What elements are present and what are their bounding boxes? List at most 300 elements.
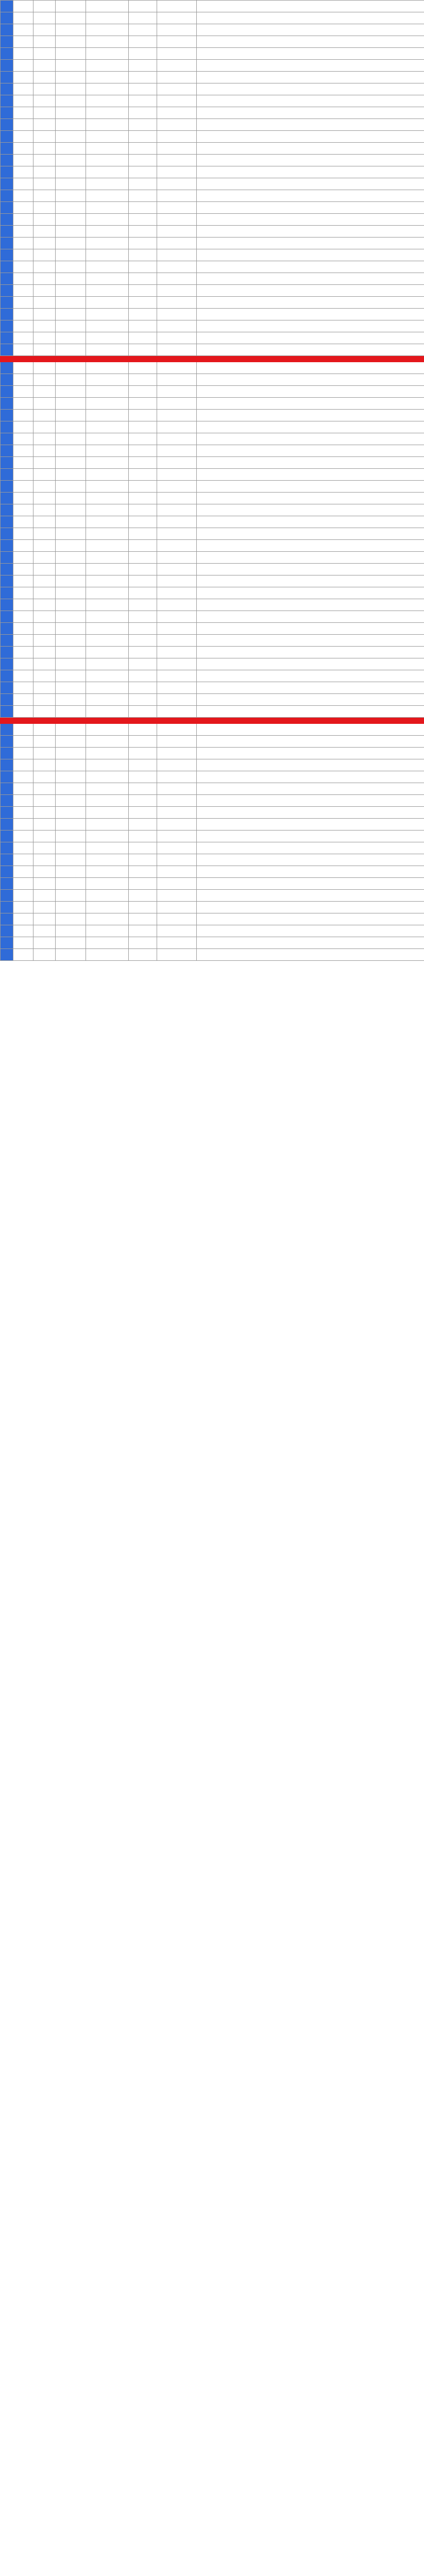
table-row	[1, 143, 424, 155]
table-cell	[86, 724, 129, 736]
table-cell	[157, 552, 197, 564]
table-cell	[56, 682, 86, 694]
separator-cell	[129, 356, 157, 362]
table-cell	[129, 611, 157, 623]
table-cell	[197, 178, 424, 190]
row-marker-cell	[1, 344, 13, 356]
table-cell	[157, 866, 197, 878]
table-cell	[129, 226, 157, 238]
table-cell	[13, 48, 33, 60]
table-cell	[157, 949, 197, 961]
table-cell	[129, 83, 157, 95]
table-cell	[86, 795, 129, 807]
table-cell	[33, 83, 56, 95]
table-cell	[157, 202, 197, 214]
table-cell	[157, 819, 197, 831]
table-cell	[129, 890, 157, 902]
table-cell	[157, 332, 197, 344]
table-cell	[13, 202, 33, 214]
table-cell	[86, 611, 129, 623]
table-cell	[33, 421, 56, 433]
table-cell	[157, 575, 197, 587]
table-cell	[86, 658, 129, 670]
table-cell	[197, 528, 424, 540]
table-row	[1, 564, 424, 575]
table-cell	[56, 528, 86, 540]
row-marker-cell	[1, 724, 13, 736]
row-marker-cell	[1, 759, 13, 771]
row-marker-cell	[1, 706, 13, 718]
table-cell	[33, 890, 56, 902]
table-cell	[86, 421, 129, 433]
table-cell	[129, 807, 157, 819]
table-cell	[86, 599, 129, 611]
table-cell	[33, 119, 56, 131]
table-cell	[157, 587, 197, 599]
table-cell	[33, 516, 56, 528]
table-row	[1, 925, 424, 937]
table-cell	[129, 12, 157, 24]
table-cell	[56, 155, 86, 166]
table-cell	[13, 759, 33, 771]
table-cell	[129, 433, 157, 445]
table-cell	[197, 819, 424, 831]
table-cell	[13, 748, 33, 759]
separator-cell	[86, 356, 129, 362]
table-cell	[33, 320, 56, 332]
table-row	[1, 795, 424, 807]
table-cell	[157, 95, 197, 107]
row-marker-cell	[1, 362, 13, 374]
table-cell	[197, 202, 424, 214]
table-cell	[129, 214, 157, 226]
table-cell	[129, 670, 157, 682]
table-cell	[13, 273, 33, 285]
table-row	[1, 386, 424, 398]
table-cell	[129, 178, 157, 190]
table-cell	[13, 445, 33, 457]
row-marker-cell	[1, 736, 13, 748]
table-cell	[33, 273, 56, 285]
table-row	[1, 635, 424, 647]
table-cell	[56, 481, 86, 493]
table-cell	[56, 386, 86, 398]
table-cell	[13, 724, 33, 736]
row-marker-cell	[1, 143, 13, 155]
table-cell	[157, 72, 197, 83]
table-cell	[56, 807, 86, 819]
table-cell	[13, 469, 33, 481]
row-marker-cell	[1, 72, 13, 83]
table-cell	[157, 1, 197, 12]
table-cell	[13, 297, 33, 309]
table-cell	[56, 374, 86, 386]
table-cell	[33, 410, 56, 421]
row-marker-cell	[1, 83, 13, 95]
table-cell	[157, 12, 197, 24]
table-cell	[157, 166, 197, 178]
table-cell	[157, 398, 197, 410]
table-cell	[56, 504, 86, 516]
table-cell	[197, 309, 424, 320]
table-cell	[129, 374, 157, 386]
table-cell	[33, 866, 56, 878]
table-cell	[129, 925, 157, 937]
table-cell	[157, 937, 197, 949]
table-row	[1, 599, 424, 611]
table-row	[1, 902, 424, 913]
table-cell	[13, 575, 33, 587]
table-cell	[197, 445, 424, 457]
table-cell	[13, 374, 33, 386]
row-marker-cell	[1, 249, 13, 261]
table-cell	[56, 748, 86, 759]
table-cell	[33, 611, 56, 623]
row-marker-cell	[1, 831, 13, 842]
table-cell	[86, 24, 129, 36]
table-cell	[13, 771, 33, 783]
section-separator	[1, 356, 424, 362]
table-cell	[33, 386, 56, 398]
table-cell	[129, 332, 157, 344]
table-row	[1, 166, 424, 178]
row-marker-cell	[1, 623, 13, 635]
row-marker-cell	[1, 902, 13, 913]
table-cell	[157, 143, 197, 155]
table-cell	[197, 60, 424, 72]
row-marker-cell	[1, 469, 13, 481]
table-cell	[86, 819, 129, 831]
row-marker-cell	[1, 332, 13, 344]
table-cell	[33, 332, 56, 344]
table-cell	[157, 24, 197, 36]
table-cell	[13, 481, 33, 493]
table-cell	[197, 890, 424, 902]
table-cell	[129, 344, 157, 356]
table-cell	[157, 748, 197, 759]
table-cell	[13, 362, 33, 374]
table-cell	[129, 155, 157, 166]
table-cell	[86, 469, 129, 481]
spreadsheet	[0, 0, 424, 961]
table-cell	[157, 913, 197, 925]
table-cell	[129, 736, 157, 748]
table-cell	[129, 202, 157, 214]
table-row	[1, 131, 424, 143]
table-cell	[56, 706, 86, 718]
table-row	[1, 155, 424, 166]
table-cell	[129, 575, 157, 587]
row-marker-cell	[1, 611, 13, 623]
table-cell	[13, 386, 33, 398]
table-cell	[86, 552, 129, 564]
table-row	[1, 587, 424, 599]
table-cell	[197, 273, 424, 285]
row-marker-cell	[1, 575, 13, 587]
table-cell	[157, 599, 197, 611]
table-cell	[13, 421, 33, 433]
table-row	[1, 842, 424, 854]
table-cell	[129, 60, 157, 72]
table-cell	[129, 623, 157, 635]
table-cell	[86, 504, 129, 516]
table-cell	[129, 724, 157, 736]
row-marker-cell	[1, 433, 13, 445]
table-cell	[56, 457, 86, 469]
table-cell	[157, 155, 197, 166]
table-cell	[197, 107, 424, 119]
table-cell	[33, 504, 56, 516]
table-cell	[157, 226, 197, 238]
table-cell	[13, 320, 33, 332]
table-cell	[33, 297, 56, 309]
table-cell	[13, 694, 33, 706]
table-cell	[13, 60, 33, 72]
table-cell	[33, 694, 56, 706]
table-cell	[13, 783, 33, 795]
table-cell	[56, 12, 86, 24]
table-cell	[33, 748, 56, 759]
table-cell	[197, 694, 424, 706]
table-cell	[33, 831, 56, 842]
table-cell	[129, 72, 157, 83]
table-cell	[56, 190, 86, 202]
row-marker-cell	[1, 119, 13, 131]
table-cell	[86, 902, 129, 913]
table-cell	[197, 433, 424, 445]
table-row	[1, 421, 424, 433]
table-cell	[56, 48, 86, 60]
table-cell	[86, 807, 129, 819]
table-cell	[86, 309, 129, 320]
table-cell	[56, 178, 86, 190]
table-cell	[157, 854, 197, 866]
table-cell	[197, 320, 424, 332]
table-cell	[197, 724, 424, 736]
table-cell	[13, 107, 33, 119]
table-cell	[33, 24, 56, 36]
table-cell	[86, 273, 129, 285]
table-cell	[157, 36, 197, 48]
table-cell	[197, 143, 424, 155]
table-cell	[13, 83, 33, 95]
table-cell	[86, 759, 129, 771]
table-cell	[56, 226, 86, 238]
table-cell	[197, 564, 424, 575]
table-row	[1, 410, 424, 421]
table-cell	[86, 155, 129, 166]
table-row	[1, 878, 424, 890]
table-cell	[86, 344, 129, 356]
separator-cell	[1, 356, 13, 362]
table-cell	[157, 297, 197, 309]
table-row	[1, 949, 424, 961]
table-cell	[33, 261, 56, 273]
table-row	[1, 214, 424, 226]
table-cell	[13, 155, 33, 166]
table-cell	[13, 540, 33, 552]
table-cell	[13, 736, 33, 748]
table-cell	[129, 131, 157, 143]
table-cell	[56, 949, 86, 961]
table-cell	[129, 24, 157, 36]
table-cell	[157, 445, 197, 457]
table-cell	[33, 635, 56, 647]
table-cell	[129, 166, 157, 178]
table-cell	[56, 344, 86, 356]
table-cell	[197, 783, 424, 795]
table-cell	[157, 682, 197, 694]
row-marker-cell	[1, 297, 13, 309]
table-cell	[86, 937, 129, 949]
table-cell	[13, 949, 33, 961]
section-separator	[1, 718, 424, 724]
table-cell	[197, 540, 424, 552]
table-cell	[157, 878, 197, 890]
table-row	[1, 297, 424, 309]
table-cell	[197, 842, 424, 854]
row-marker-cell	[1, 190, 13, 202]
table-row	[1, 540, 424, 552]
table-cell	[33, 362, 56, 374]
table-row	[1, 854, 424, 866]
table-cell	[129, 398, 157, 410]
table-cell	[129, 469, 157, 481]
row-marker-cell	[1, 937, 13, 949]
table-row	[1, 658, 424, 670]
table-cell	[33, 481, 56, 493]
table-cell	[197, 611, 424, 623]
table-cell	[33, 807, 56, 819]
table-cell	[13, 516, 33, 528]
table-cell	[157, 925, 197, 937]
table-cell	[33, 587, 56, 599]
table-cell	[157, 564, 197, 575]
table-cell	[129, 261, 157, 273]
table-cell	[197, 214, 424, 226]
row-marker-cell	[1, 890, 13, 902]
table-cell	[157, 214, 197, 226]
table-cell	[129, 516, 157, 528]
table-cell	[33, 238, 56, 249]
table-cell	[13, 261, 33, 273]
table-cell	[56, 890, 86, 902]
table-cell	[157, 320, 197, 332]
table-cell	[86, 925, 129, 937]
table-cell	[86, 866, 129, 878]
table-cell	[13, 913, 33, 925]
table-cell	[157, 374, 197, 386]
table-cell	[129, 421, 157, 433]
table-cell	[197, 226, 424, 238]
table-row	[1, 320, 424, 332]
table-cell	[86, 72, 129, 83]
row-marker-cell	[1, 748, 13, 759]
table-cell	[129, 528, 157, 540]
table-cell	[33, 575, 56, 587]
table-cell	[197, 285, 424, 297]
table-cell	[13, 623, 33, 635]
table-cell	[86, 635, 129, 647]
table-cell	[129, 647, 157, 658]
table-cell	[86, 297, 129, 309]
table-cell	[86, 694, 129, 706]
row-marker-cell	[1, 682, 13, 694]
table-cell	[197, 261, 424, 273]
table-cell	[86, 913, 129, 925]
table-cell	[56, 724, 86, 736]
table-cell	[13, 166, 33, 178]
table-cell	[33, 842, 56, 854]
table-cell	[13, 854, 33, 866]
table-row	[1, 48, 424, 60]
table-row	[1, 95, 424, 107]
table-cell	[129, 913, 157, 925]
table-row	[1, 119, 424, 131]
table-cell	[129, 493, 157, 504]
row-marker-cell	[1, 949, 13, 961]
table-cell	[33, 344, 56, 356]
table-cell	[33, 398, 56, 410]
table-row	[1, 24, 424, 36]
table-cell	[56, 854, 86, 866]
table-cell	[129, 309, 157, 320]
table-cell	[56, 469, 86, 481]
table-cell	[56, 362, 86, 374]
row-marker-cell	[1, 12, 13, 24]
row-marker-cell	[1, 694, 13, 706]
table-cell	[129, 694, 157, 706]
table-cell	[197, 119, 424, 131]
table-cell	[33, 878, 56, 890]
table-cell	[197, 635, 424, 647]
table-row	[1, 398, 424, 410]
row-marker-cell	[1, 493, 13, 504]
table-cell	[197, 131, 424, 143]
table-cell	[56, 60, 86, 72]
table-cell	[197, 670, 424, 682]
separator-cell	[86, 718, 129, 724]
table-cell	[157, 783, 197, 795]
table-cell	[13, 24, 33, 36]
table-cell	[197, 759, 424, 771]
row-marker-cell	[1, 647, 13, 658]
table-row	[1, 285, 424, 297]
table-cell	[197, 155, 424, 166]
table-row	[1, 694, 424, 706]
table-cell	[13, 878, 33, 890]
table-cell	[86, 433, 129, 445]
table-cell	[33, 706, 56, 718]
table-cell	[56, 410, 86, 421]
table-cell	[33, 143, 56, 155]
table-cell	[13, 528, 33, 540]
table-cell	[157, 902, 197, 913]
table-cell	[86, 670, 129, 682]
table-cell	[56, 297, 86, 309]
table-cell	[197, 878, 424, 890]
row-marker-cell	[1, 309, 13, 320]
table-cell	[86, 587, 129, 599]
table-cell	[33, 647, 56, 658]
table-cell	[33, 528, 56, 540]
table-cell	[13, 925, 33, 937]
table-cell	[56, 95, 86, 107]
table-cell	[56, 273, 86, 285]
table-cell	[56, 937, 86, 949]
table-cell	[33, 249, 56, 261]
table-row	[1, 771, 424, 783]
